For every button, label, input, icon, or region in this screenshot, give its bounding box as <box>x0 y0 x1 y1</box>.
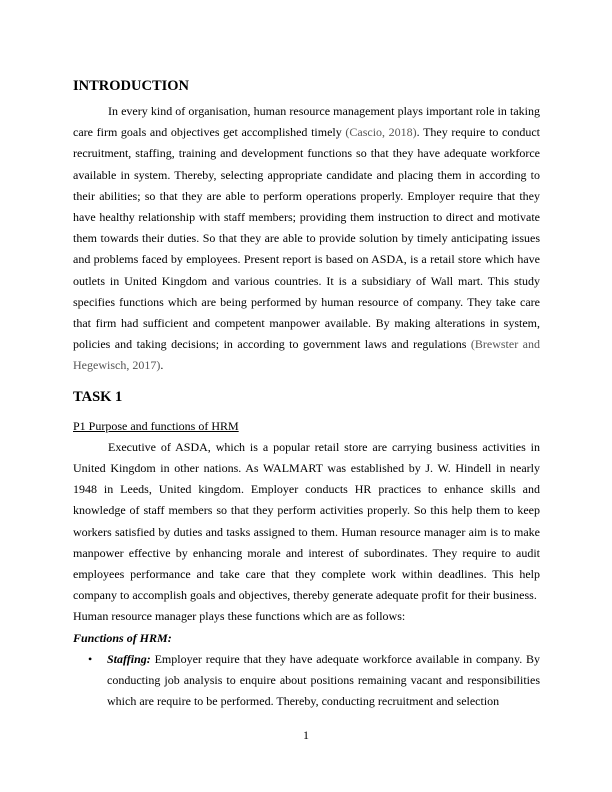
bullet-icon: • <box>88 651 93 666</box>
functions-intro: Human resource manager plays these functions which are as follows: <box>73 609 406 624</box>
intro-text-a: In every kind of organisation, human resource management plays important role in taking care firm goals and objectives get accomplished timely <box>73 104 540 140</box>
page-number: 1 <box>303 728 309 742</box>
citation-cascio: (Cascio, 2018) <box>345 125 417 140</box>
task1-heading: TASK 1 <box>73 388 123 405</box>
introduction-paragraph <box>73 101 540 377</box>
staffing-text: Employer require that they have adequate workforce available in company. By conducting job analysis to enquire about positions remaining vacant and responsibilities which are require to be performed. Thereby, conducting recruitment and selection <box>107 651 540 709</box>
page-content <box>73 78 540 712</box>
p1-subheading: P1 Purpose and functions of HRM <box>73 418 239 433</box>
staffing-term: Staffing: <box>107 651 151 666</box>
functions-title: Functions of HRM: <box>73 630 172 645</box>
intro-text-b: . They require to conduct recruitment, staffing, training and development functions so that they have adequate workforce available in system. Thereby, selecting appropriate candidate and placing them in according to their abilities; so that they are able to perform operations properly. Employer require that they have healthy relationship with staff members; providing them instruction to direct and motivate them towards their duties. So that they are able to provide solution by timely anticipating issues and problems faced by employees. Present report is based on ASDA, is a retail store which have outlets in United Kingdom and various countries. It is a subsidiary of Wall mart. This study specifies functions which are being performed by human resource of company. They take care that firm had sufficient and competent manpower available. By making alterations in system, policies and taking decisions; in according to government laws and regulations <box>73 125 540 352</box>
introduction-heading: INTRODUCTION <box>73 78 190 94</box>
citation-brewster: (Brewster and Hegewisch, 2017) <box>73 337 540 373</box>
list-item-staffing <box>73 649 540 713</box>
task1-paragraph: Executive of ASDA, which is a popular retail store are carrying business activities in United Kingdom in other nations. As WALMART was established by J. W. Hindell in nearly 1948 in Leeds, United kingdom. Employer conducts HR practices to enhance skills and knowledge of staff members so that they perform activities properly. So this help them to keep workers satisfied by duties and tasks assigned to them. Human resource manager aim is to make manpower effective by enhancing morale and interest of subordinates. They require to audit employees performance and take care that they complete work within deadlines. This help company to accomplish goals and objectives, thereby generate adequate profit for their business. <box>73 439 540 603</box>
intro-text-c: . <box>160 358 164 373</box>
functions-list <box>73 649 540 713</box>
